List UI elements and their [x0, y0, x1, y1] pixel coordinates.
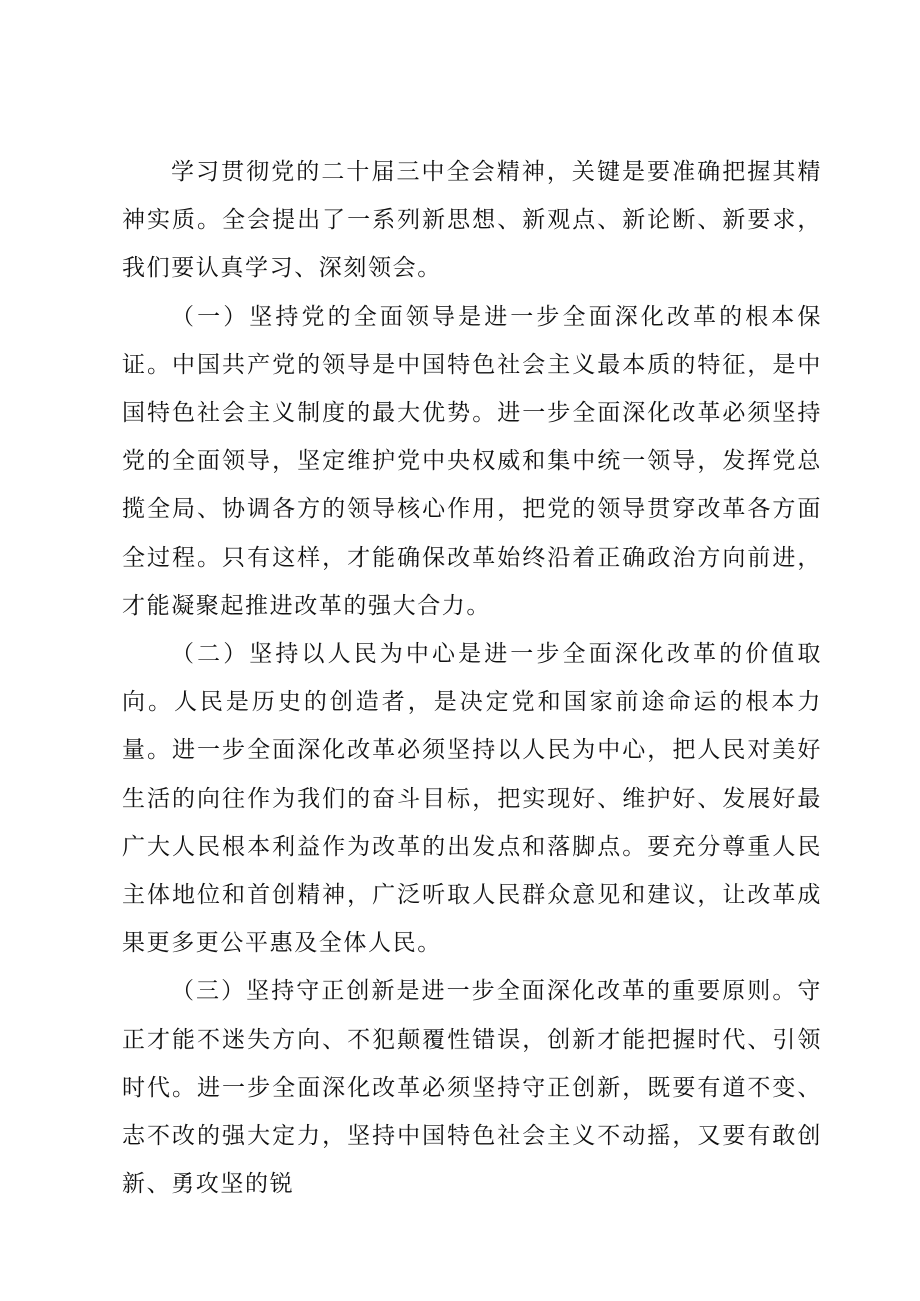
paragraph-intro: 学习贯彻党的二十届三中全会精神，关键是要准确把握其精神实质。全会提出了一系列新思想、新观点、新论断、新要求，我们要认真学习、深刻领会。 — [122, 159, 822, 282]
paragraph-section-1: （一）坚持党的全面领导是进一步全面深化改革的根本保证。中国共产党的领导是中国特色社会主义最本质的特征，是中国特色社会主义制度的最大优势。进一步全面深化改革必须坚持党的全面领导，坚定维护党中央权威和集中统一领导，发挥党总揽全局、协调各方的领导核心作用，把党的领导贯穿改革各方面全过程。只有这样，才能确保改革始终沿着正确政治方向前进，才能凝聚起推进改革的强大合力。 — [122, 303, 822, 619]
paragraph-section-2: （二）坚持以人民为中心是进一步全面深化改革的价值取向。人民是历史的创造者，是决定党和国家前途命运的根本力量。进一步全面深化改革必须坚持以人民为中心，把人民对美好生活的向往作为我们的奋斗目标，把实现好、维护好、发展好最广大人民根本利益作为改革的出发点和落脚点。要充分尊重人民主体地位和首创精神，广泛听取人民群众意见和建议，让改革成果更多更公平惠及全体人民。 — [122, 641, 822, 957]
document-body — [122, 148, 822, 1208]
paragraph-section-3: （三）坚持守正创新是进一步全面深化改革的重要原则。守正才能不迷失方向、不犯颠覆性错误，创新才能把握时代、引领时代。进一步全面深化改革必须坚持守正创新，既要有道不变、志不改的强大定力，坚持中国特色社会主义不动摇，又要有敢创新、勇攻坚的锐 — [122, 978, 822, 1198]
